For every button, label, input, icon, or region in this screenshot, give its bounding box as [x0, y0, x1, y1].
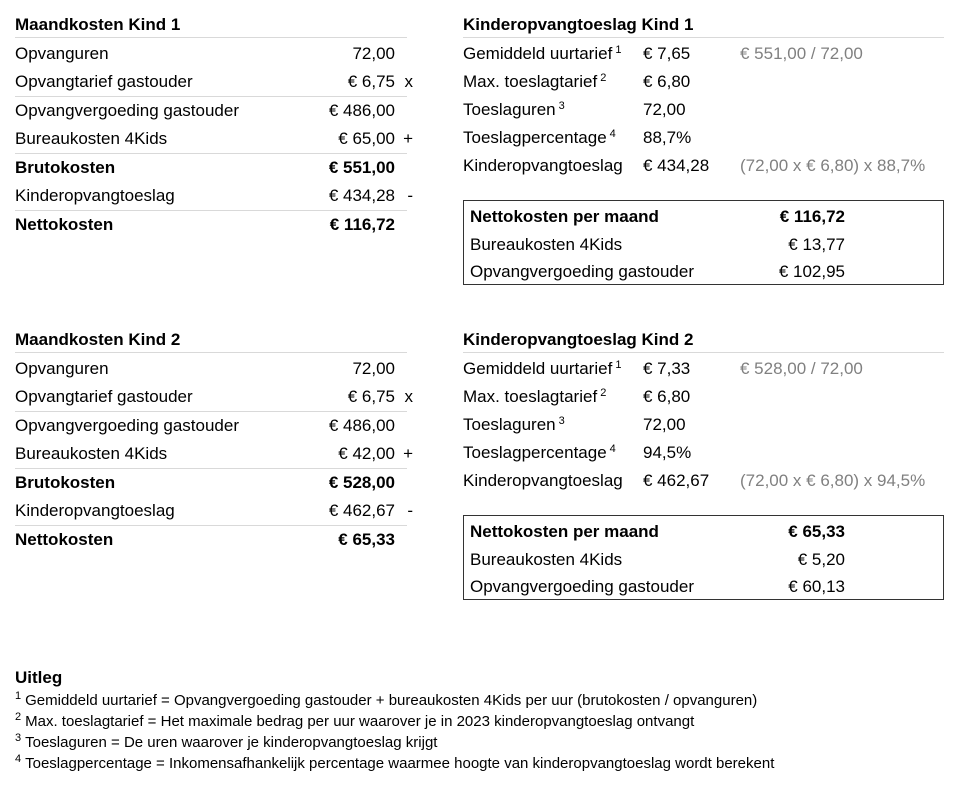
row-opvanguren: [15, 40, 407, 68]
row-value: € 116,72: [779, 207, 845, 226]
row-label: Bureaukosten 4Kids: [470, 234, 623, 254]
footnote-marker: 4: [609, 128, 616, 140]
row-opvangtarief: [15, 383, 413, 411]
row-value: € 65,33: [788, 522, 845, 541]
footnote-marker: 3: [15, 732, 22, 744]
row-label: Opvangvergoeding gastouder: [15, 101, 239, 120]
row-operator: +: [403, 129, 413, 148]
section-title: Kinderopvangtoeslag Kind 1: [463, 15, 944, 38]
row-label: Opvanguren: [15, 44, 109, 63]
footnote-4: [15, 753, 774, 774]
row-kinderopvangtoeslag: [463, 152, 944, 180]
row-value: € 434,28: [328, 186, 395, 205]
row-value: € 6,75: [347, 387, 395, 406]
row-value: 72,00: [643, 100, 686, 119]
row-bureaukosten: [470, 546, 937, 574]
row-value: € 551,00: [328, 158, 395, 177]
row-operator: x: [404, 387, 413, 406]
uitleg: [15, 666, 774, 774]
kinderopvangtoeslag-kind-2: [463, 330, 944, 495]
samenvatting-kind-2: [463, 515, 944, 600]
footnote-marker: 1: [615, 44, 622, 56]
footnote-1: [15, 690, 774, 711]
footnote-marker: 1: [15, 690, 22, 702]
maandkosten-kind-2: [15, 330, 413, 554]
row-label: Gemiddeld uurtarief: [463, 44, 613, 63]
row-nettokosten: [15, 210, 407, 239]
row-value: € 6,80: [643, 72, 691, 91]
row-nettokosten: [15, 525, 407, 554]
row-value: € 5,20: [797, 549, 845, 569]
row-value: € 6,80: [643, 387, 691, 406]
row-label: Nettokosten per maand: [470, 522, 659, 541]
footnote-marker: 4: [15, 753, 22, 765]
row-value: 94,5%: [643, 443, 692, 462]
samenvatting-kind-1: [463, 200, 944, 285]
row-value: € 462,67: [328, 501, 395, 520]
footnote-marker: 4: [609, 443, 616, 455]
row-nettokosten-per-maand: [470, 518, 937, 546]
row-value: € 6,75: [347, 72, 395, 91]
row-label: Kinderopvangtoeslag: [463, 471, 623, 490]
row-label: Gemiddeld uurtarief: [463, 359, 613, 378]
row-value: 88,7%: [643, 128, 692, 147]
row-opvangvergoeding: [15, 96, 407, 125]
row-toeslaguren: [463, 411, 944, 439]
kinderopvangtoeslag-kind-1: [463, 15, 944, 180]
row-opvangvergoeding: [15, 411, 407, 440]
row-value: € 434,28: [643, 156, 710, 175]
row-value: € 102,95: [778, 262, 845, 281]
row-value: € 60,13: [788, 577, 845, 596]
row-toeslagpercentage: [463, 124, 944, 152]
footnote-2: [15, 711, 774, 732]
row-label: Max. toeslagtarief: [463, 387, 598, 406]
row-toeslagpercentage: [463, 439, 944, 467]
row-label: Opvangtarief gastouder: [15, 72, 193, 91]
row-bureaukosten: [470, 231, 937, 259]
row-operator: x: [404, 72, 413, 91]
footnote-marker: 2: [15, 711, 22, 723]
row-calculation: € 551,00 / 72,00: [740, 44, 863, 63]
row-label: Kinderopvangtoeslag: [463, 156, 623, 175]
footnote-marker: 3: [558, 100, 565, 112]
footnote-text: Gemiddeld uurtarief = Opvangvergoeding gastouder + bureaukosten 4Kids per uur (brutokosten / opvanguren): [25, 692, 758, 709]
row-value: 72,00: [643, 415, 686, 434]
row-calculation: (72,00 x € 6,80) x 88,7%: [740, 156, 926, 175]
row-value: € 7,65: [643, 44, 691, 63]
row-toeslaguren: [463, 96, 944, 124]
row-kinderopvangtoeslag: [463, 467, 944, 495]
row-value: 72,00: [352, 359, 395, 378]
row-operator: -: [407, 186, 413, 205]
row-label: Opvangvergoeding gastouder: [15, 416, 239, 435]
uitleg-title: Uitleg: [15, 668, 63, 687]
row-value: € 42,00: [338, 444, 395, 463]
row-opvangvergoeding: [470, 573, 937, 601]
row-label: Brutokosten: [15, 158, 116, 177]
row-bureaukosten: [15, 440, 413, 468]
row-label: Kinderopvangtoeslag: [15, 501, 175, 520]
row-label: Opvangtarief gastouder: [15, 387, 193, 406]
row-brutokosten: [15, 468, 407, 497]
row-value: € 65,00: [338, 129, 395, 148]
row-opvangvergoeding: [470, 258, 937, 286]
footnote-text: Toeslagpercentage = Inkomensafhankelijk percentage waarmee hoogte van kinderopvangtoeslag wordt berekent: [25, 755, 775, 772]
section-title: Maandkosten Kind 2: [15, 330, 407, 353]
row-label: Max. toeslagtarief: [463, 72, 598, 91]
row-opvanguren: [15, 355, 407, 383]
row-label: Bureaukosten 4Kids: [15, 444, 168, 463]
row-calculation: € 528,00 / 72,00: [740, 359, 863, 378]
footnote-marker: 2: [600, 387, 607, 399]
row-label: Opvanguren: [15, 359, 109, 378]
footnote-marker: 1: [615, 359, 622, 371]
row-value: 72,00: [352, 44, 395, 63]
row-label: Brutokosten: [15, 473, 116, 492]
row-label: Toeslaguren: [463, 100, 556, 119]
row-brutokosten: [15, 153, 407, 182]
row-label: Toeslagpercentage: [463, 443, 607, 462]
row-label: Bureaukosten 4Kids: [15, 129, 168, 148]
row-value: € 486,00: [328, 416, 395, 435]
row-opvangtarief: [15, 68, 413, 96]
footnote-3: [15, 732, 774, 753]
footnote-text: Max. toeslagtarief = Het maximale bedrag per uur waarover je in 2023 kinderopvangtoeslag ontvangt: [25, 713, 695, 730]
row-operator: -: [407, 501, 413, 520]
row-kinderopvangtoeslag: [15, 182, 413, 210]
row-max-toeslagtarief: [463, 68, 944, 96]
row-label: Nettokosten: [15, 215, 114, 234]
row-value: € 528,00: [328, 473, 395, 492]
row-label: Nettokosten: [15, 530, 114, 549]
row-nettokosten-per-maand: [470, 203, 937, 231]
row-label: Toeslaguren: [463, 415, 556, 434]
row-value: € 486,00: [328, 101, 395, 120]
row-value: € 65,33: [338, 530, 395, 549]
row-bureaukosten: [15, 125, 413, 153]
maandkosten-kind-1: [15, 15, 413, 239]
row-kinderopvangtoeslag: [15, 497, 413, 525]
row-max-toeslagtarief: [463, 383, 944, 411]
row-calculation: (72,00 x € 6,80) x 94,5%: [740, 471, 926, 490]
row-value: € 116,72: [329, 215, 395, 234]
row-label: Opvangvergoeding gastouder: [470, 577, 694, 596]
row-label: Opvangvergoeding gastouder: [470, 262, 694, 281]
footnote-marker: 3: [558, 415, 565, 427]
row-gemiddeld-uurtarief: [463, 355, 944, 383]
row-label: Kinderopvangtoeslag: [15, 186, 175, 205]
section-title: Maandkosten Kind 1: [15, 15, 407, 38]
row-value: € 13,77: [788, 234, 845, 254]
row-label: Toeslagpercentage: [463, 128, 607, 147]
footnote-text: Toeslaguren = De uren waarover je kinderopvangtoeslag krijgt: [25, 734, 438, 751]
section-title: Kinderopvangtoeslag Kind 2: [463, 330, 944, 353]
row-operator: +: [403, 444, 413, 463]
row-label: Bureaukosten 4Kids: [470, 549, 623, 569]
row-label: Nettokosten per maand: [470, 207, 659, 226]
row-value: € 462,67: [643, 471, 710, 490]
footnote-marker: 2: [600, 72, 607, 84]
row-gemiddeld-uurtarief: [463, 40, 944, 68]
row-value: € 7,33: [643, 359, 691, 378]
